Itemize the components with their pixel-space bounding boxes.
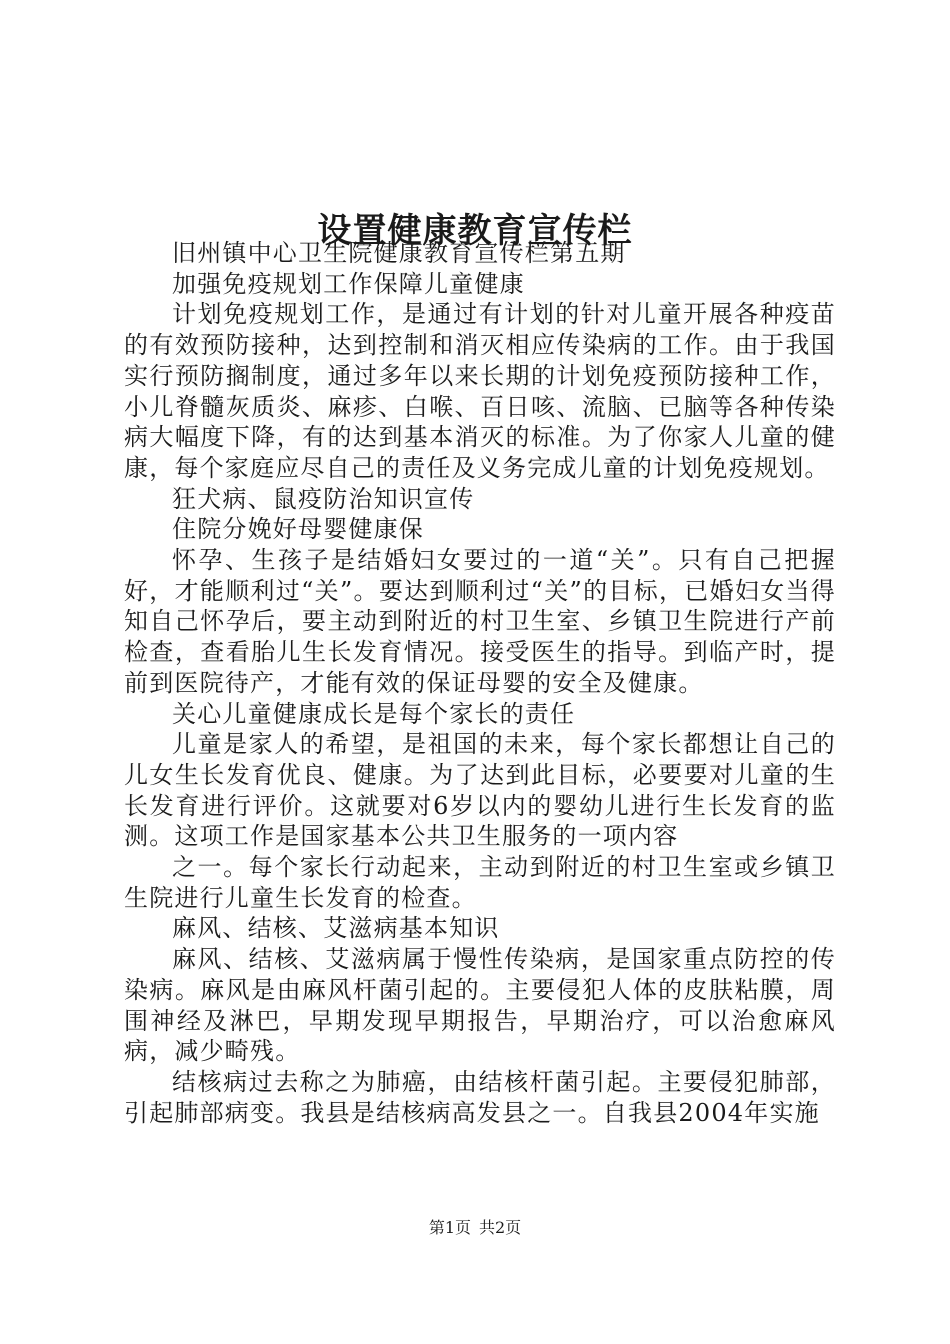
paragraph-tuberculosis-body: 结核病过去称之为肺癌，由结核杆菌引起。主要侵犯肺部，引起肺部病变。我县是结核病高发县之一。自我县2004年实施 — [124, 1067, 836, 1127]
page-number: 第1页 — [428, 1218, 471, 1237]
paragraph-leprosy-body: 麻风、结核、艾滋病属于慢性传染病，是国家重点防控的传染病。麻风是由麻风杆菌引起的。主要侵犯人体的皮肤粘膜，周围神经及淋巴，早期发现早期报告，早期治疗，可以治愈麻风病，减少畸残。 — [124, 945, 836, 1066]
paragraph-issue-heading: 旧州镇中心卫生院健康教育宣传栏第五期 — [172, 239, 626, 267]
paragraph-child-growth-heading: 关心儿童健康成长是每个家长的责任 — [172, 699, 576, 728]
paragraph-leprosy-heading: 麻风、结核、艾滋病基本知识 — [172, 914, 500, 943]
page-total: 共2页 — [479, 1218, 522, 1237]
paragraph-child-growth-body-cont: 之一。每个家长行动起来，主动到附近的村卫生室或乡镇卫生院进行儿童生长发育的检查。 — [124, 853, 836, 912]
paragraph-child-growth-body: 儿童是家人的希望，是祖国的未来，每个家长都想让自己的儿女生长发育优良、健康。为了达到此目标，必要要对儿童的生长发育进行评价。这就要对6岁以内的婴幼儿进行生长发育的监测。这项工作是国家基本公共卫生服务的一项内容 — [124, 730, 836, 851]
paragraph-immunization-heading: 加强免疫规划工作保障儿童健康 — [172, 269, 525, 298]
document-title: 设置健康教育宣传栏 — [317, 210, 633, 251]
paragraph-rabies-heading: 狂犬病、鼠疫防治知识宣传 — [172, 484, 475, 513]
document-body — [124, 238, 836, 1128]
page-footer — [0, 1218, 950, 1238]
paragraph-delivery-body: 怀孕、生孩子是结婚妇女要过的一道“关”。只有自己把握好，才能顺利过“关”。要达到顺利过“关”的目标，已婚妇女当得知自己怀孕后，要主动到附近的村卫生室、乡镇卫生院进行产前检查，查看胎儿生长发育情况。接受医生的指导。到临产时，提前到医院待产，才能有效的保证母婴的安全及健康。 — [124, 546, 836, 697]
paragraph-delivery-heading: 住院分娩好母婴健康保 — [172, 515, 424, 544]
paragraph-immunization-body: 计划免疫规划工作，是通过有计划的针对儿童开展各种疫苗的有效预防接种，达到控制和消灭相应传染病的工作。由于我国实行预防搁制度，通过多年以来长期的计划免疫预防接种工作，小儿脊髓灰质炎、麻疹、白喉、百日咳、流脑、已脑等各种传染病大幅度下降，有的达到基本消灭的标准。为了你家人儿童的健康，每个家庭应尽自己的责任及义务完成儿童的计划免疫规划。 — [124, 300, 836, 482]
